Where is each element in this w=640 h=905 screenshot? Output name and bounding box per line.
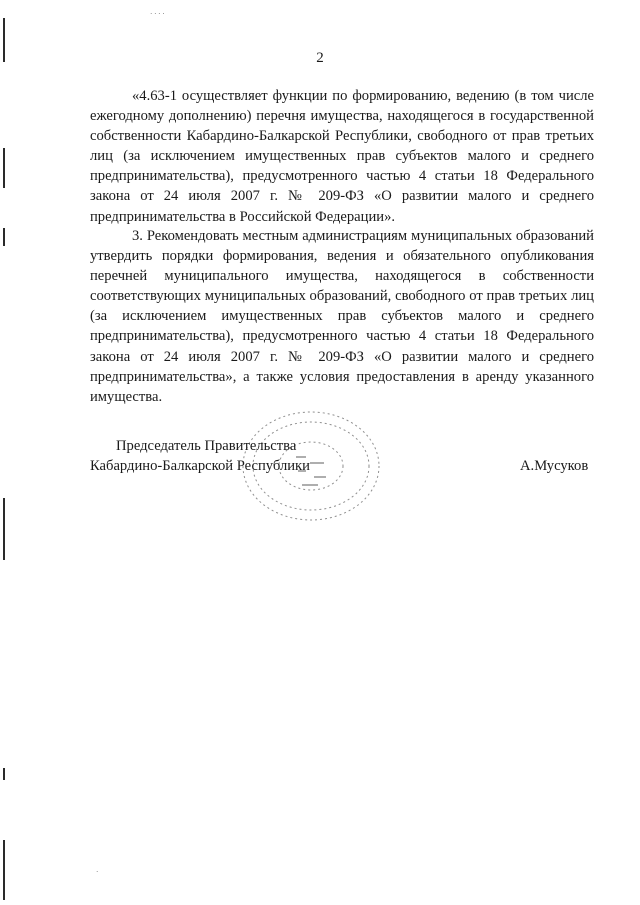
scan-edge-mark xyxy=(3,498,5,560)
scan-edge-mark xyxy=(3,228,5,246)
signatory-organization: Кабардино-Балкарской Республики xyxy=(90,458,310,474)
page-number: 2 xyxy=(316,50,324,66)
scan-edge-mark xyxy=(3,840,5,900)
scan-edge-mark xyxy=(3,148,5,188)
signatory-position: Председатель Правительства xyxy=(116,438,297,454)
paragraph-recommendation xyxy=(90,226,594,407)
signatory-name: А.Мусуков xyxy=(520,458,589,474)
scan-speck: · xyxy=(96,868,99,876)
paragraph-amendment xyxy=(90,86,594,227)
paragraph-amendment-text: «4.63-1 осуществляет функции по формированию, ведению (в том числе ежегодному дополнению) перечня имущества, находящегося в государственной собственности Кабардино-Балкарской Республики, свободного от прав третьих лиц (за исключением имущественных прав субъектов малого и среднего предпринимательства), предусмотренного частью 4 статьи 18 Федерального закона от 24 июля 2007 г. № 209-ФЗ «О развитии малого и среднего предпринимательства в Российской Федерации». xyxy=(90,88,594,225)
scan-speck: · · · · xyxy=(150,10,165,18)
paragraph-recommendation-text: 3. Рекомендовать местным администрациям муниципальных образований утвердить порядки формирования, ведения и обязательного опубликования перечней муниципального имущества, находящегося в собственности соответствующих муниципальных образований, свободного от прав третьих лиц (за исключением имущественных прав субъектов малого и среднего предпринимательства), предусмотренного частью 4 статьи 18 Федерального закона от 24 июля 2007 г. № 209-ФЗ «О развитии малого и среднего предпринимательства», а также условия предоставления в аренду указанного имущества. xyxy=(90,228,594,405)
scan-edge-mark xyxy=(3,768,5,780)
